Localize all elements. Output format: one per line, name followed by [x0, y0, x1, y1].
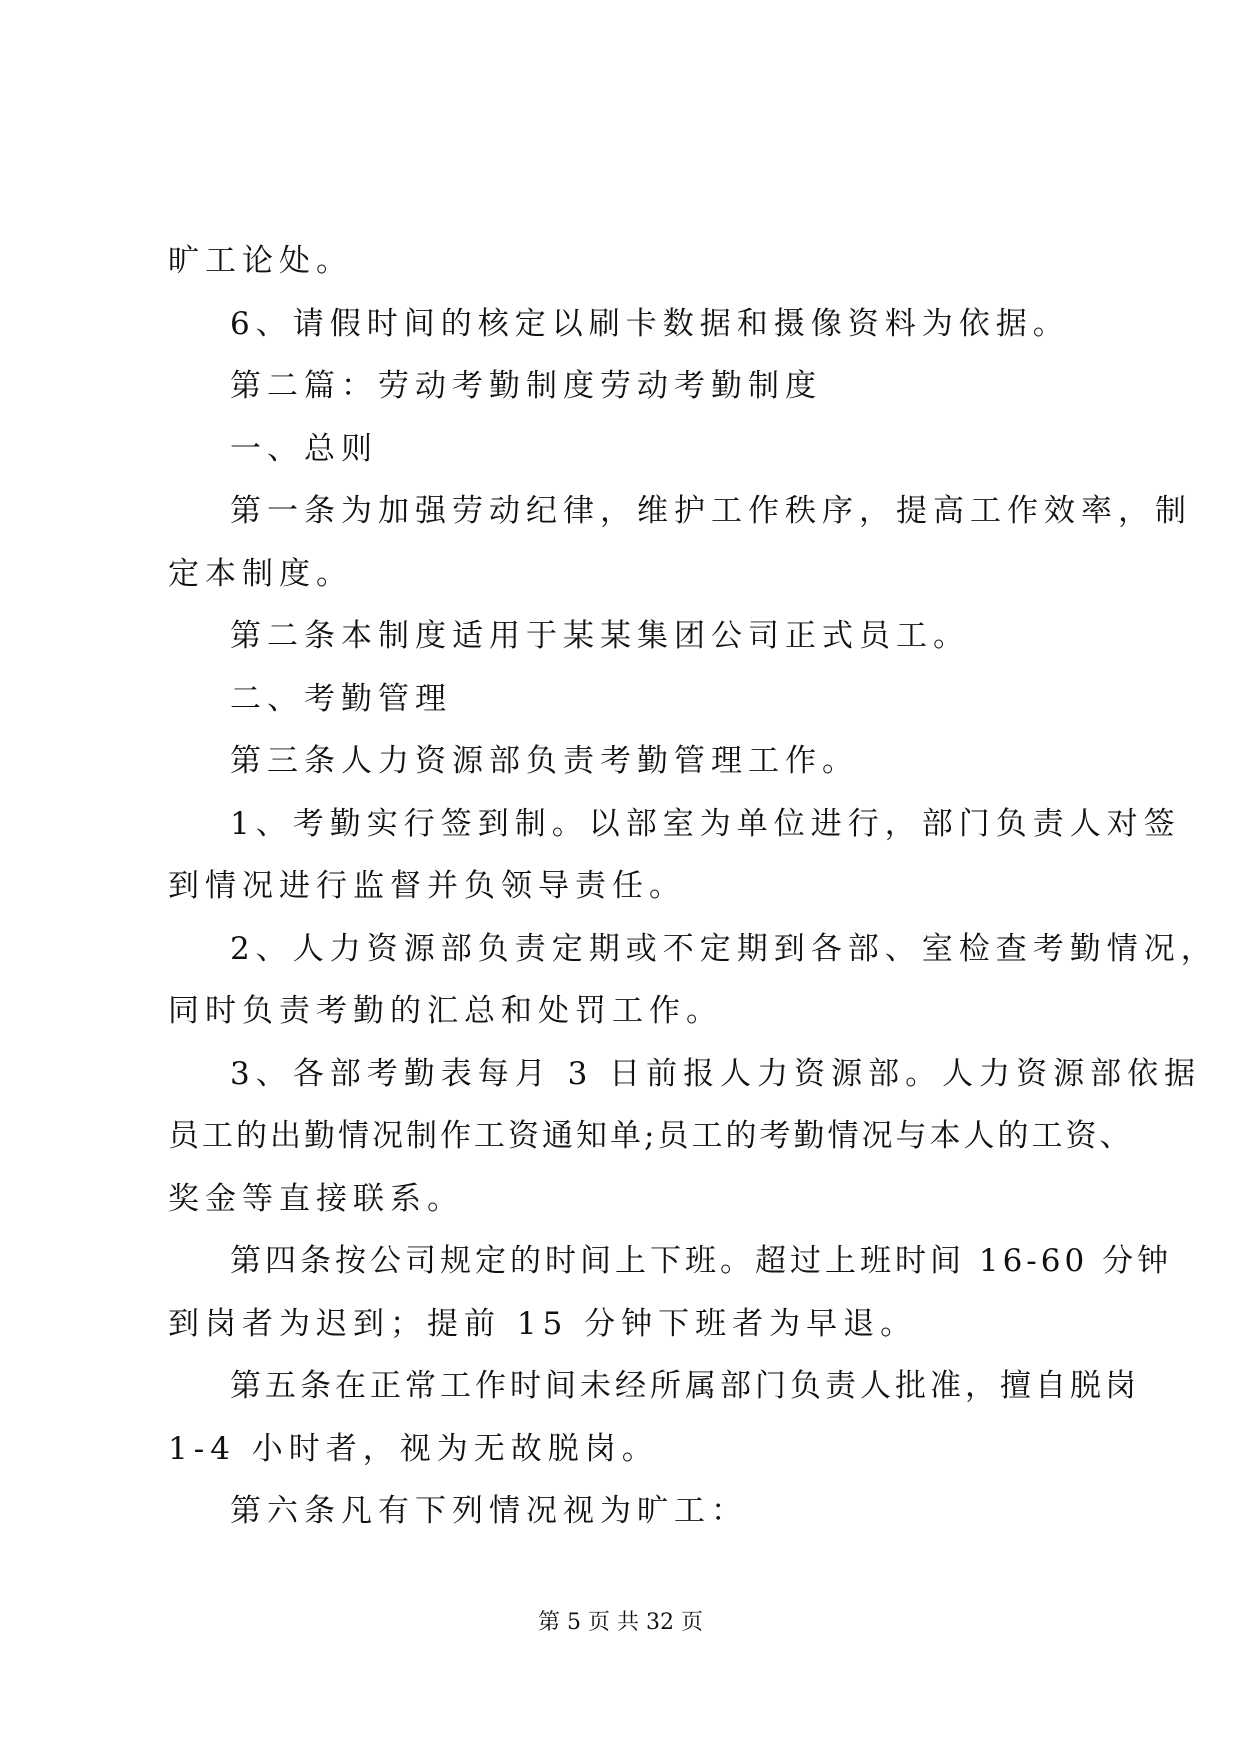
text-line: 第三条人力资源部负责考勤管理工作。: [230, 743, 859, 779]
text-line: 1、考勤实行签到制。以部室为单位进行，部门负责人对签: [230, 806, 1181, 842]
text-line: 旷工论处。: [168, 243, 353, 279]
text-line: 奖金等直接联系。: [168, 1181, 464, 1217]
text-line: 1-4 小时者，视为无故脱岗。: [168, 1431, 659, 1467]
section-heading: 二、考勤管理: [230, 681, 452, 717]
text-line: 第四条按公司规定的时间上下班。超过上班时间 16-60 分钟: [230, 1243, 1173, 1279]
text-line: 第一条为加强劳动纪律，维护工作秩序，提高工作效率，制: [230, 493, 1192, 529]
page-number-footer: 第 5 页 共 32 页: [538, 1610, 703, 1635]
text-line: 第五条在正常工作时间未经所属部门负责人批准，擅自脱岗: [230, 1368, 1140, 1404]
text-line: 第二条本制度适用于某某集团公司正式员工。: [230, 618, 970, 654]
text-line: 6、请假时间的核定以刷卡数据和摄像资料为依据。: [230, 306, 1070, 342]
text-line: 3、各部考勤表每月 3 日前报人力资源部。人力资源部依据: [230, 1056, 1202, 1092]
text-line: 第六条凡有下列情况视为旷工：: [230, 1493, 748, 1529]
section-heading: 一、总则: [230, 431, 378, 467]
text-line: 到岗者为迟到；提前 15 分钟下班者为早退。: [168, 1306, 918, 1342]
text-line: 定本制度。: [168, 556, 353, 592]
text-line: 2、人力资源部负责定期或不定期到各部、室检查考勤情况，: [230, 931, 1218, 967]
text-line: 员工的出勤情况制作工资通知单;员工的考勤情况与本人的工资、: [168, 1118, 1134, 1154]
text-line: 同时负责考勤的汇总和处罚工作。: [168, 993, 723, 1029]
text-line: 到情况进行监督并负领导责任。: [168, 868, 686, 904]
section-title: 第二篇：劳动考勤制度劳动考勤制度: [230, 368, 822, 404]
